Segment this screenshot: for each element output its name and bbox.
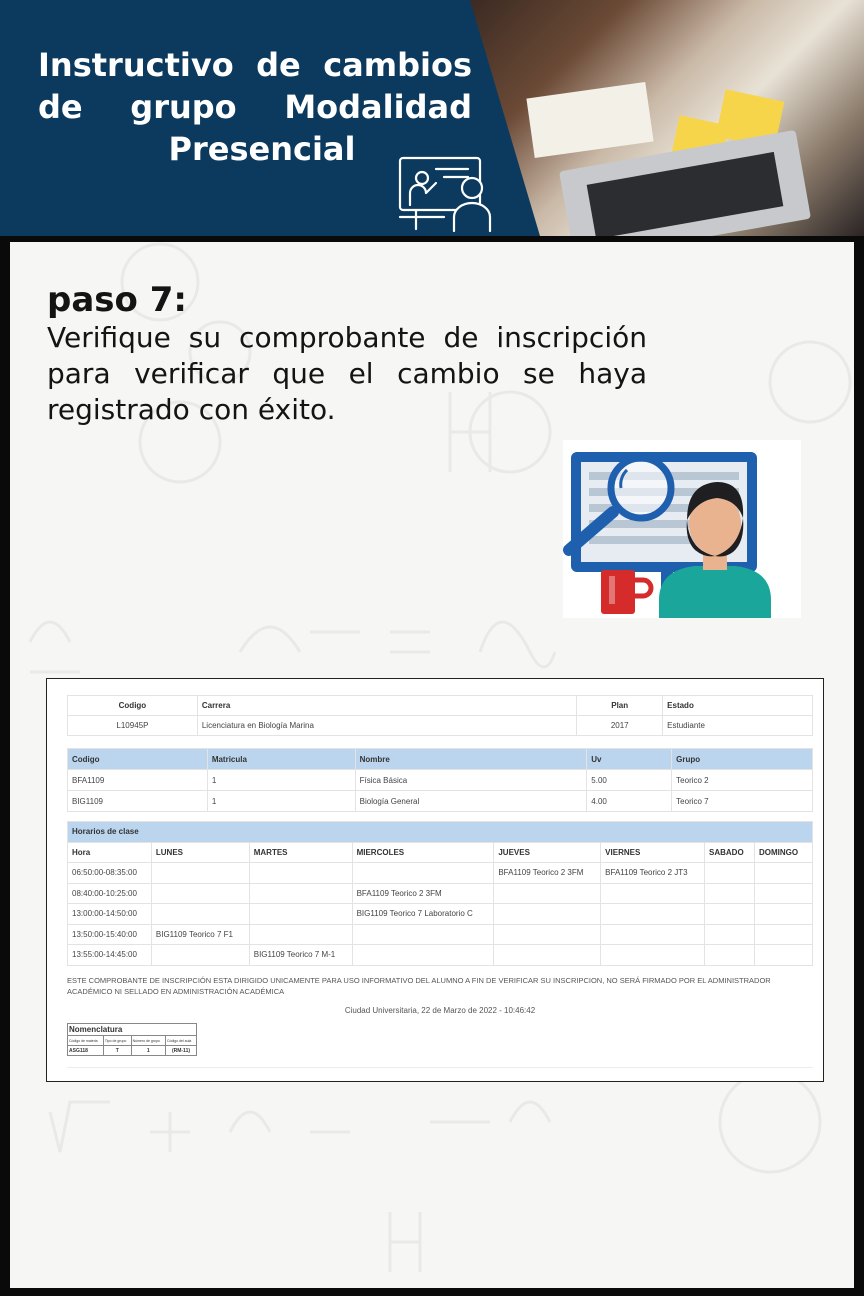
schedule-title: Horarios de clase (68, 822, 813, 843)
table-cell: 08:40:00-10:25:00 (68, 883, 152, 904)
student-table (67, 695, 813, 736)
table-cell: Teorico 7 (672, 791, 813, 812)
table-cell (494, 904, 601, 925)
table-cell: 13:00:00-14:50:00 (68, 904, 152, 925)
header-cell: Grupo (672, 749, 813, 770)
table-cell: 1 (207, 770, 355, 791)
table-cell (151, 945, 249, 966)
title-word: Modalidad (284, 88, 472, 126)
title-line-3: Presencial (168, 130, 356, 168)
step-title: paso 7: (47, 280, 187, 320)
table-cell: 13:55:00-14:45:00 (68, 945, 152, 966)
content-panel (10, 242, 854, 1288)
table-cell: BFA1109 Teorico 2 JT3 (601, 863, 705, 884)
header-cell: Carrera (197, 696, 576, 716)
table-cell (705, 883, 755, 904)
title-word: grupo (130, 88, 237, 126)
courses-table (67, 748, 813, 812)
registration-receipt-screenshot (46, 678, 824, 1082)
header-cell: SABADO (705, 842, 755, 863)
header-cell: Nombre (355, 749, 587, 770)
header-cell: Codigo (68, 696, 198, 716)
table-row (68, 791, 813, 812)
table-cell (494, 924, 601, 945)
table-cell: L10945P (68, 716, 198, 736)
table-cell: 06:50:00-08:35:00 (68, 863, 152, 884)
table-row (68, 945, 813, 966)
table-cell: BIG1109 Teorico 7 F1 (151, 924, 249, 945)
table-cell (352, 863, 494, 884)
table-cell (151, 904, 249, 925)
user-checking-screen-illustration (563, 440, 801, 618)
divider (67, 1067, 813, 1068)
header-cell: Código de materia (68, 1036, 104, 1046)
header-cell: DOMINGO (754, 842, 812, 863)
table-cell: 1 (207, 791, 355, 812)
table-cell: Teorico 2 (672, 770, 813, 791)
header-cell: Matricula (207, 749, 355, 770)
header-photo (470, 0, 864, 236)
table-row (68, 904, 813, 925)
table-cell: BIG1109 Teorico 7 M-1 (249, 945, 352, 966)
schedule-table (67, 821, 813, 966)
title-word: de (256, 46, 301, 84)
table-row (68, 863, 813, 884)
table-cell (601, 924, 705, 945)
presentation-icon (396, 155, 500, 233)
header-cell: Tipo de grupo (103, 1036, 131, 1046)
header-banner (0, 0, 864, 236)
table-cell (352, 924, 494, 945)
header-cell: Codigo (68, 749, 208, 770)
title-word: de (38, 88, 83, 126)
table-cell (494, 945, 601, 966)
table-cell (601, 883, 705, 904)
table-cell: Biología General (355, 791, 587, 812)
table-cell (494, 883, 601, 904)
table-cell (705, 863, 755, 884)
table-cell (754, 883, 812, 904)
table-cell (705, 924, 755, 945)
table-cell (754, 924, 812, 945)
header-cell: JUEVES (494, 842, 601, 863)
header-cell: MIERCOLES (352, 842, 494, 863)
table-cell (352, 945, 494, 966)
table-cell (754, 863, 812, 884)
table-cell: T (103, 1046, 131, 1056)
table-cell: Física Básica (355, 770, 587, 791)
header-cell: Hora (68, 842, 152, 863)
header-cell: Código del aula (165, 1036, 196, 1046)
receipt-date: Ciudad Universitaria, 22 de Marzo de 2022 - 10:46:42 (344, 1006, 536, 1015)
table-cell: BFA1109 (68, 770, 208, 791)
receipt-notice: ESTE COMPROBANTE DE INSCRIPCIÓN ESTA DIRIGIDO UNICAMENTE PARA USO INFORMATIVO DEL ALUMNO A FIN DE VERIFICAR SU INSCRIPCION, NO SERÁ FIRMADO POR EL ADMINISTRADOR ACADÉMICO NI SELLADO EN ADMINISTRACIÓN ACADÉMICA (67, 976, 771, 996)
title-word: cambios (323, 46, 472, 84)
table-cell: BIG1109 Teorico 7 Laboratorio C (352, 904, 494, 925)
table-cell (249, 863, 352, 884)
title-word: Instructivo (38, 46, 234, 84)
header-cell: Uv (587, 749, 672, 770)
table-cell (249, 883, 352, 904)
table-cell: 13:50:00-15:40:00 (68, 924, 152, 945)
table-cell: Estudiante (663, 716, 813, 736)
table-cell: (RM-11) (165, 1046, 196, 1056)
table-cell: BIG1109 (68, 791, 208, 812)
nomenclature-table (67, 1023, 197, 1056)
nomenclature-title: Nomenclatura (68, 1024, 197, 1036)
table-cell: Licenciatura en Biología Marina (197, 716, 576, 736)
header-cell: Número de grupo (131, 1036, 165, 1046)
table-cell (705, 904, 755, 925)
table-cell (705, 945, 755, 966)
table-cell: BFA1109 Teorico 2 3FM (494, 863, 601, 884)
table-cell: ASG118 (68, 1046, 104, 1056)
table-cell: 1 (131, 1046, 165, 1056)
header-cell: Estado (663, 696, 813, 716)
table-cell: 4.00 (587, 791, 672, 812)
table-cell (754, 904, 812, 925)
table-cell: 2017 (577, 716, 663, 736)
table-cell (754, 945, 812, 966)
header-cell: MARTES (249, 842, 352, 863)
table-cell (249, 904, 352, 925)
table-cell (151, 883, 249, 904)
table-row (68, 770, 813, 791)
table-cell (151, 863, 249, 884)
header-cell: Plan (577, 696, 663, 716)
header-cell: LUNES (151, 842, 249, 863)
header-cell: VIERNES (601, 842, 705, 863)
table-cell (601, 904, 705, 925)
table-cell (249, 924, 352, 945)
table-row (68, 883, 813, 904)
table-cell: 5.00 (587, 770, 672, 791)
step-description: Verifique su comprobante de inscripción para verificar que el cambio se haya registrado con éxito. (47, 321, 647, 426)
table-row (68, 924, 813, 945)
table-cell: BFA1109 Teorico 2 3FM (352, 883, 494, 904)
header-title (38, 44, 472, 170)
table-cell (601, 945, 705, 966)
